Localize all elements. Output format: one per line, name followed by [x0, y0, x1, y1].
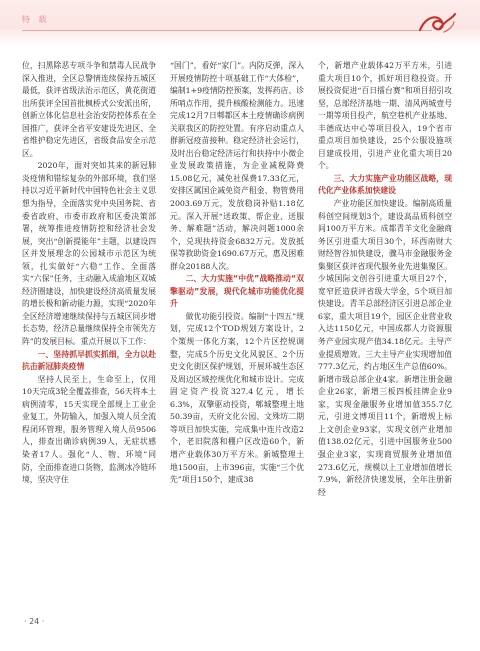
- page-header: [0, 0, 480, 46]
- text-column-3: [318, 60, 452, 499]
- text-column-2: [170, 60, 304, 487]
- paragraph: 坚持人民至上，生命至上，仅用10天完成3轮全覆盖排查，56天将本土病例清零，15天实现全部规上工业企业复工，外防输入，加强入境人员全流程闭环管理，服务管理入境人员9506人，排查出确诊病例39人，无症状感染者17人。强化“人、物、环境”同防，全面排查进口货物，监测冰冷链环境，坚决守住: [22, 374, 156, 485]
- section-label: 特 载: [22, 15, 50, 24]
- section-heading: 三、大力实施产业功能区战略，现代化产业体系加快建设: [318, 173, 452, 196]
- red-swirl-ornament-icon: [416, 10, 458, 36]
- paragraph: 位，扫黑除恶专项斗争和禁毒人民战争深入推进，全区总警情连续保持五城区最低，获评省级法治示范区，黄花街道出所获评全国首批枫桥式公安派出所，创新立体化信息社会治安防控体系在全国推广，获评全省平安建设先进区、全省维护稳定先进区，省级食品安全示范区。: [22, 61, 156, 158]
- paragraph: 做优功能引投资。编制“十四五”规划，完成12个TOD规划方案设计，2个策规一体化方案，12个片区控规调整，完成5个历史文化风貌区、2个历史文化街区保护规划，开展环城生态区及周边区域控规优化和城市设计。完成固定资产投资327.4亿元，增长6.3%，双擎驱动投资，郫城整理土地50.39亩，天府文化公园、文殊坊二期等项目加快实施，完成集中连片改造2个，老旧院落和棚户区改造60个，新增产业载体30万平方米。新城整理土地1500亩，上市396亩，实施“三个优先”项目150个，建成38: [170, 311, 304, 485]
- section-heading: 二、大力实施“中优”战略推动“双擎驱动”发展，现代化城市功能优化提升: [170, 274, 304, 309]
- paragraph: “国门”，看好“家门”。内防反弹，深入开展疫情防控十项基础工作“大体检”，编制1+9疫情防控预案，发挥药店、诊所哨点作用，提升核酸检测能力。迅速完成12月7日郫都区本土疫情确诊病例关联我区的防控处置。有序启动重点人群新冠疫苗接种。稳定经济社会运行，及时出台稳定经济运行和扶持中小微企业发展政策措施，为企业减税降费15.08亿元，减免社保费17.33亿元，安排区属国企减免资产租金、物管费用2003.69万元，发放稳岗补贴1.18亿元。深入开展“送政策、帮企业、送服务、解难题”活动，解决问题1000余个，兑现扶持资金6832万元。发放抵保等救助资金1690.67万元，惠及困难群众20188人次。: [170, 61, 304, 271]
- section-heading: 一、坚持抓早抓实抓细，全力以赴抗击新冠肺炎疫情: [22, 349, 156, 372]
- paragraph: 2020年，面对突如其来的新冠肺炎疫情和错综复杂的外部环境，我们坚持以习近平新时代中国特色社会主义思想为指导，全面落实党中央国务院、省委省政府、市委市政府和区委决策部署，统筹推进疫情防控和经济社会发展，突出“创新提能年”主题，以建设四区并发展理念的公园城市示范区为统领，扎实做好“六稳”工作、全面落实“六保”任务，主动融入成渝地区双城经济圈建设，加快建设经济高质量发展的增长极和新动能力源，实现“2020年全区经济增速继续保持与五城区同步增长态势，经济总量继续保持全市领先方阵”的发展目标。重点开展以下工作：: [22, 161, 156, 347]
- paragraph: 个，新增产业载体42万平方米，引进重大项目10个，抓好项目稳投资。开展投资促进“百日擂台赛”和项目招引攻坚，总部经济基地一期、清风两城壹号一期等项目投产，航空巷机产业基地、丰德成达中心等项目投入，19个省市重点项目加快建设，25个公服设施项目建成投用，引进产业化重大项目20个。: [318, 61, 452, 171]
- paragraph: 产业功能区加快建设。编制高质量科创空间规划3个，建设高品质科创空间100万平方米。成都青羊文化金融商务区引进重大项目30个，环西南财大财经智谷加快建设，骤马市金融服务金集聚区获评省现代服务业先进集聚区。少城国际文创谷引进重大项目27个，宽窄匠造获评省级大学金，5个项目加快建设。青羊总部经济区引进总部企业6家，重大项目19个，园区企业营业收入达1150亿元，中国成都人力资源服务产业园实现产值34.18亿元。主导产业提质增效。三大主导产业实现增加值777.3亿元，约占地区生产总值60%。新增市级总部企业4家。新增注册金融企业26家，新增三板四板挂牌企业9家，实现金融服务业增加值355.7亿元，引进文博项目11个，新增规上标上文创企业93家，实现文创产业增加值138.02亿元，引进中国服务业500强企业3家，实现商贸服务业增加值273.6亿元，规模以上工业增加值增长7.9%，新经济快速发展，全年注册新经: [318, 199, 452, 497]
- page-number: · 24 ·: [24, 617, 45, 626]
- text-column-1: [22, 60, 156, 487]
- header-rule: [22, 30, 432, 31]
